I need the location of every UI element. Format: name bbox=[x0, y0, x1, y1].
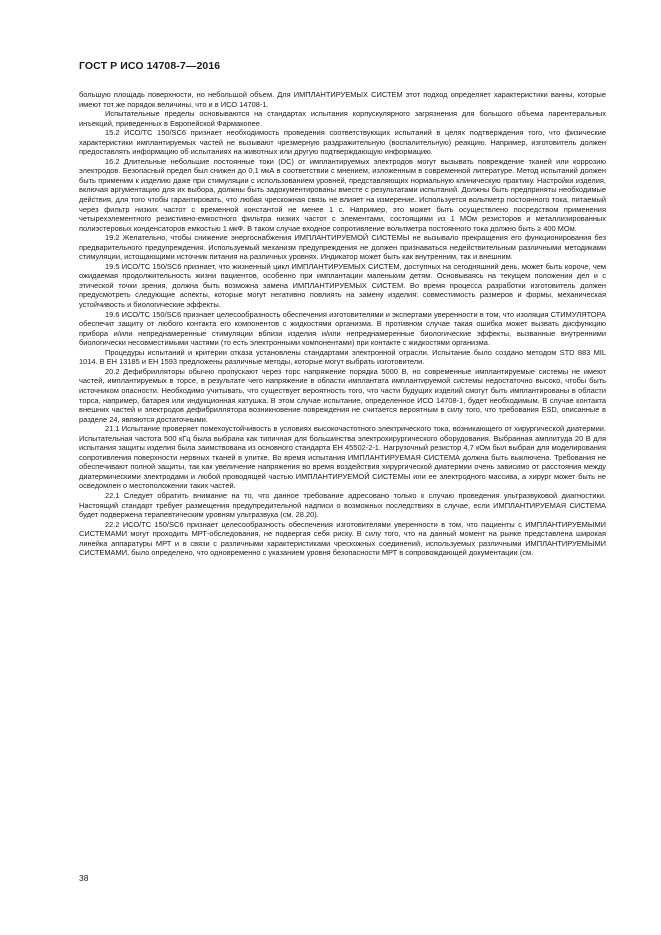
paragraph-19-6: 19.6 ИСО/ТС 150/SC6 признает целесообразность обеспечения изготовителями и экспертами уверенности в том, что изоляция СТИМУЛЯТОРА обеспечит защиту от любого контакта его компонентов с жидкостями организма. В противном случае такая ошибка может вызвать дисфункцию прибора и/или непреднамеренные стимуляции вблизи изделия и/или непреднамеренные биологические эффекты, вызванные внутренними биологически несовместимыми частями (то есть электронными компонентами) при контакте с жидкостями организма. bbox=[79, 309, 606, 348]
paragraph-test-procedures: Процедуры испытаний и критерии отказа установлены стандартами электронной отрасли. Испытание было создано методом STD 883 MIL 1014. В ЕН 13185 и ЕН 1593 предложены различные методы, которые могут выбрать изготовители. bbox=[79, 347, 606, 367]
page-number: 38 bbox=[79, 873, 89, 883]
body-text bbox=[79, 90, 606, 558]
paragraph-21-1: 21.1 Испытание проверяет помехоустойчивость в условиях высокочастотного электрического тока, возникающего от хирургической диатермии. Испытательная частота 500 кГц была выбрана как типичная для большинства электрохирургического оборудования. Выбранная амплитуда 20 В для испытания защиты изделия была заимствована из основного стандарта ЕН 45502-2-1. Нагрузочный резистор 4,7 кОм был выбран для моделирования сопротивления поверхности нервных тканей в улитке. Во время испытания ИМПЛАНТИРУЕМАЯ СИСТЕМА должна быть выключена. Требования не обеспечивают полной защиты, так как увеличение напряжения во время воздействия хирургической диатермии очень зависимо от расстояния между диатермическими электродами и любой проводящей частью ИМПЛАНТИРУЕМОЙ СИСТЕМЫ или ее электродного массива, а хирург может быть не осведомлен о местоположении таких частей. bbox=[79, 424, 606, 491]
paragraph-22-1: 22.1 Следует обратить внимание на то, что данное требование адресовано только к случаю проведения ультразвуковой диагностики. Настоящий стандарт требует размещения предупредительной надписи о возможных последствиях в случае, если ИМПЛАНТИРУЕМАЯ СИСТЕМА будет подвержена терапевтическим уровням ультразвука (см. 28.20). bbox=[79, 490, 606, 520]
paragraph-20-2: 20.2 Дефибрилляторы обычно пропускают через торс напряжение порядка 5000 В, но современные имплантируемые системы не имеют частей, имплантируемых в торсе, в результате чего напряжение в области имплантата имплантируемой системы недостаточно высоко, чтобы быть источником опасности. Необходимо учитывать, что существует вероятность того, что части будущих изделий смогут быть имплантированы в области торса, например, батарея или индукционная катушка. В этом случае испытание, определенное ИСО 14708-1, будет необходимым. В случае контакта внешних частей и электродов дефибриллятора возникновение повреждения не считается вероятным в силу того, что требования ESD, описанные в разделе 24, являются достаточными. bbox=[79, 366, 606, 424]
paragraph-19-2: 19.2 Желательно, чтобы снижение энергоснабжения ИМПЛАНТИРУЕМОЙ СИСТЕМЫ не вызывало прекращения его функционирования без предварительного предупреждения. Используемый механизм предупреждения не должен признаваться недействительным различными методиками стимуляции, истощающими источник питания на различных уровнях. Индикатор может быть как внутренним, так и внешним. bbox=[79, 233, 606, 262]
paragraph-test-limits: Испытательные пределы основываются на стандартах испытания корпускулярного загрязнения для большого объема парентеральных инъекций, приведенных в Европейской Фармакопее. bbox=[79, 109, 606, 128]
standard-header: ГОСТ Р ИСО 14708-7—2016 bbox=[79, 60, 221, 72]
paragraph-19-5: 19.5 ИСО/ТС 150/SC6 признает, что жизненный цикл ИМПЛАНТИРУЕМЫХ СИСТЕМ, доступных на сегодняшний день, может быть короче, чем ожидаемая продолжительность жизни пациентов, особенно при имплантации маленьким детям. Основываясь на текущем положении дел и с этической точки зрения, должна быть возможна замена ИМПЛАНТИРУЕМЫХ СИСТЕМ. Во время процесса разработки изготовитель должен предусмотреть следующие аспекты, которые могут негативно повлиять на замену изделия: совместимость размеров и формы, механическая устойчивость и биологические эффекты. bbox=[79, 261, 606, 310]
paragraph-continued: большую площадь поверхности, но небольшой объем. Для ИМПЛАНТИРУЕМЫХ СИСТЕМ этот подход определяет характеристики ванны, которые имеют тот же порядок величины, что и в ИСО 14708-1. bbox=[79, 90, 606, 109]
paragraph-16-2: 16.2 Длительные небольшие постоянные токи (DC) от имплантируемых электродов могут вызывать повреждение тканей или коррозию электродов. Безопасный предел был снижен до 0,1 мкА в соответствии с мнением, изложенным в современной литературе. Метод испытаний должен быть применим к изделию даже при стимуляции с использованием уровней, представляющих нормальную клиническую практику. Настройки изделия, включая аргументацию для их выбора, должны быть задокументированы вместе с результатами испытаний. Должны быть предприняты необходимые действия, для того чтобы гарантировать, что любая чрескожная связь не влияет на измерение. Используется вольтметр постоянного тока, питаемый через фильтр низких частот с временной константой не менее 1 с. Например, это может быть осуществлено посредством применения четырехэлементного резистивно-емкостного фильтра низких частот с элементами, состоящими из 1 МОм резисторов и металлизированных полиэстеровых конденсаторов емкостью 1 мкФ. В таком случае входное сопротивление вольтметра постоянного тока должно быть ≥ 400 МОм. bbox=[79, 156, 606, 233]
paragraph-15-2: 15.2 ИСО/ТС 150/SC6 признает необходимость проведения соответствующих испытаний в целях подтверждения того, что физические характеристики имплантируемых частей не вызывают чрезмерную раздражительную (воспалительную) реакцию. Например, изготовитель должен предоставлять информацию об испытаниях на животных или другую подтверждающую информацию. bbox=[79, 128, 606, 157]
paragraph-22-2: 22.2 ИСО/ТС 150/SC6 признает целесообразность обеспечения изготовителями уверенности в том, что пациенты с ИМПЛАНТИРУЕМЫМИ СИСТЕМАМИ могут проходить МРТ-обследования, не подвергая себя риску. В силу того, что на данный момент на рынке представлена широкая линейка аппаратуры МРТ и в связи с различными характеристиками чрескожных соединений, используемых различными ИМПЛАНТИРУЕМЫМИ СИСТЕМАМИ, было определено, что одновременно с указанием уровня безопасности МРТ в сопровождающей документации (см. bbox=[79, 519, 606, 558]
